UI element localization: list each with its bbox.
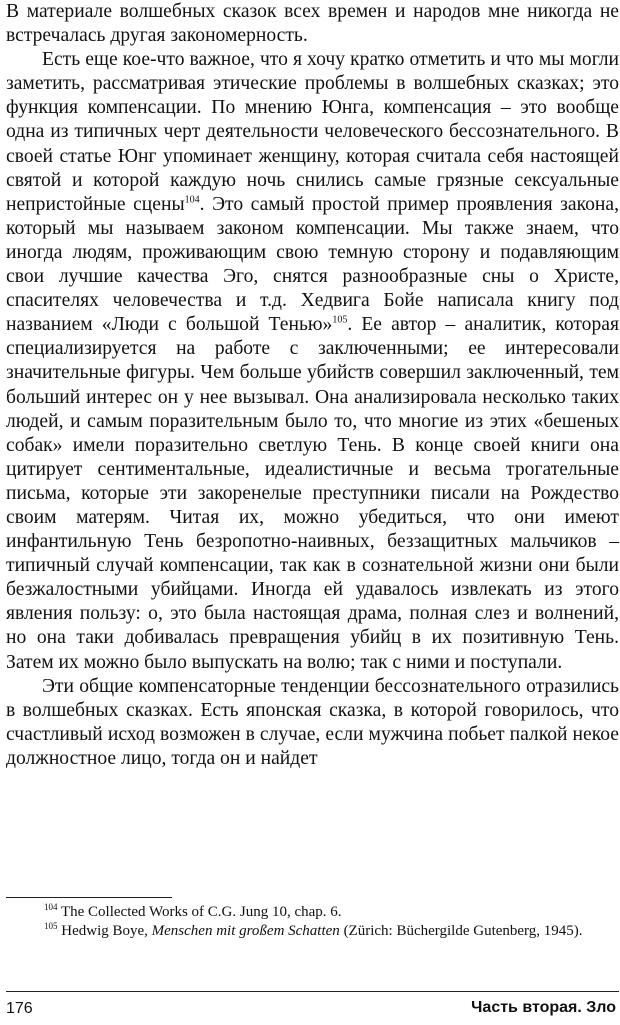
paragraph-text: Эти общие компенсаторные тенденции бессознательного отразились в волшебных сказках. Есть японская сказка, в которой говорилось, что счастливый исход возможен в случае, если мужчина побьет палкой некое должностное лицо, тогда он и найдет — [6, 675, 619, 769]
paragraph-text: В материале волшебных сказок всех времен и народов мне никогда не встречалась другая закономерность. — [6, 1, 619, 47]
footnote-number: 105 — [44, 921, 58, 931]
footnote-text: Hedwig Boye, — [61, 923, 152, 939]
paragraph-2 — [6, 48, 619, 674]
footnote-ref-105: 105 — [332, 314, 348, 326]
paragraph-1 — [6, 0, 619, 48]
running-title: Часть вторая. Зло — [471, 999, 616, 1016]
main-text — [6, 0, 619, 771]
paragraph-3 — [6, 675, 619, 771]
footnote-ref-104: 104 — [184, 194, 200, 206]
footnotes — [6, 903, 619, 941]
footer-divider — [6, 991, 619, 992]
footnote-divider — [6, 897, 172, 898]
paragraph-text: Есть еще кое-что важное, что я хочу кратко отметить и что мы могли заметить, рассматривая этические проблемы в волшебных сказках; это функция компенсации. По мнению Юнга, компенсация – это вообще одна из типичных черт деятельности человеческого бессознательного. В своей статье Юнг упоминает женщину, которая считала себя настоящей святой и которой каждую ночь снились самые грязные сексуальные непристойные сцены — [6, 49, 619, 215]
footnote-book-title: Menschen mit großem Schatten — [151, 923, 340, 939]
page-number: 176 — [6, 1000, 33, 1017]
footnote-text: The Collected Works of C.G. Jung 10, chap. 6. — [60, 904, 342, 920]
footnote-104 — [6, 903, 619, 922]
footnote-105 — [6, 922, 619, 941]
footnote-number: 104 — [44, 902, 58, 912]
paragraph-text: . Это самый простой пример проявления закона, который мы называем законом компенсации. Мы также знаем, что иногда людям, проживающим свою темную сторону и подавляющим свои лучшие качества Эго, снятся разнообразные сны о Христе, спасителях человечества и т.д. Хедвига Бойе написала книгу под названием «Люди с большой Тенью» — [6, 193, 620, 336]
footnote-text: (Zürich: Büchergilde Gutenberg, 1945). — [339, 923, 583, 939]
paragraph-text: . Ее автор – аналитик, которая специализируется на работе с заключенными; ее интересовали значительные фигуры. Чем больше убийств совершил заключенный, тем больший интерес он у нее вызывал. Она анализировала несколько таких людей, и самым поразительным было то, что многие из этих «бешеных собак» имели поразительно светлую Тень. В конце своей книги она цитирует сентиментальные, идеалистичные и весьма трогательные письма, которые эти закоренелые преступники писали на Рождество своим матерям. Читая их, можно убедиться, что они имеют инфантильную Тень безропотно-наивных, беззащитных мальчиков – типичный случай компенсации, так как в сознательной жизни они были безжалостными убийцами. Иногда ей удавалось извлекать из этого явления пользу: о, это была настоящая драма, полная слез и волнений, но она таки добивалась превращения убийц в их позитивную Тень. Затем их можно было выпускать на волю; так с ними и поступали. — [6, 314, 619, 673]
